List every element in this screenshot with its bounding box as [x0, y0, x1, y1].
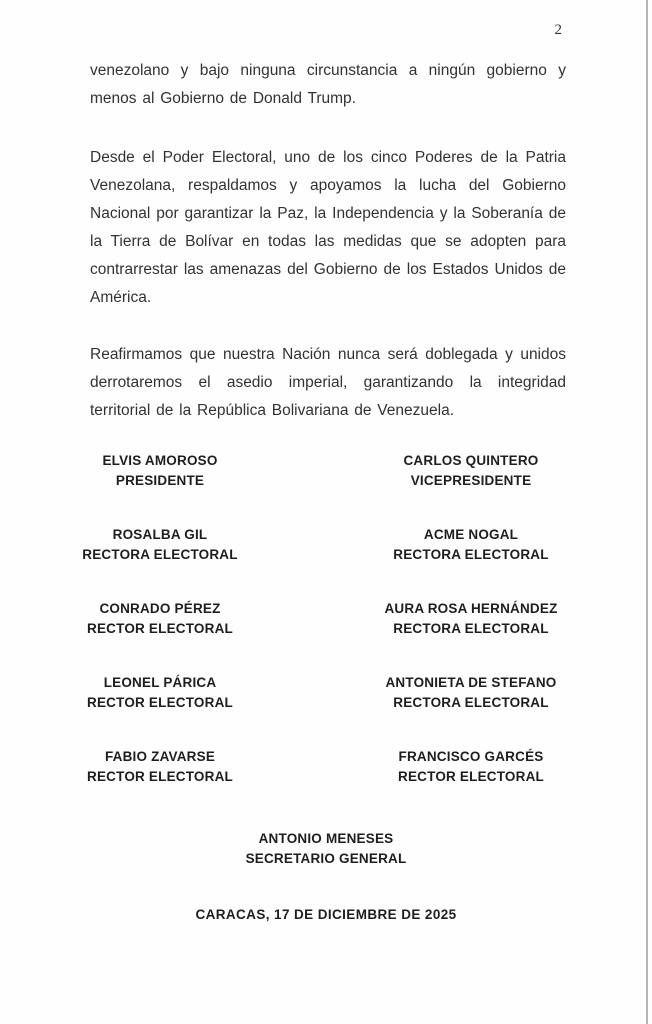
page-number: 2 — [554, 22, 562, 38]
signature-cell-rector — [320, 747, 622, 787]
signature-title: RECTORA ELECTORAL — [82, 547, 238, 562]
signature-name: FABIO ZAVARSE — [104, 749, 216, 764]
page-edge-divider — [646, 0, 648, 1024]
signature-row — [0, 673, 652, 713]
signature-row — [0, 525, 652, 565]
signature-title: VICEPRESIDENTE — [410, 473, 532, 488]
signature-cell-rector — [320, 673, 622, 713]
signature-title: RECTOR ELECTORAL — [398, 769, 544, 784]
signature-name: LEONEL PÁRICA — [103, 675, 217, 690]
signature-name: CONRADO PÉREZ — [99, 601, 221, 616]
dateline: CARACAS, 17 DE DICIEMBRE DE 2025 — [195, 907, 457, 922]
signature-title: RECTORA ELECTORAL — [393, 547, 549, 562]
signature-name: ROSALBA GIL — [112, 527, 208, 542]
body-paragraph-2: Desde el Poder Electoral, uno de los cinco Poderes de la Patria Venezolana, respaldamos y apoyamos la lucha del Gobierno Nacional por garantizar la Paz, la Independencia y la Soberanía de la Tierra de Bolívar en todas las medidas que se adopten para contrarrestar las amenazas del Gobierno de los Estados Unidos de América. — [90, 149, 566, 306]
signature-cell-president — [0, 451, 320, 491]
signature-title: RECTORA ELECTORAL — [393, 621, 549, 636]
signature-cell-rector — [320, 599, 622, 639]
signature-name: ELVIS AMOROSO — [102, 453, 218, 468]
signature-cell-rector — [0, 673, 320, 713]
body-paragraph-3: Reafirmamos que nuestra Nación nunca será doblegada y unidos derrotaremos el asedio imperial, garantizando la integridad territorial de la República Bolivariana de Venezuela. — [90, 346, 566, 419]
signature-name: FRANCISCO GARCÉS — [398, 749, 544, 764]
signature-row — [0, 451, 652, 491]
signature-title: RECTOR ELECTORAL — [87, 695, 233, 710]
signature-block — [0, 451, 652, 869]
signature-title: SECRETARIO GENERAL — [245, 851, 407, 866]
signature-name: CARLOS QUINTERO — [403, 453, 539, 468]
signature-cell-secretary — [0, 829, 652, 869]
signature-name: AURA ROSA HERNÁNDEZ — [384, 601, 558, 616]
signature-cell-rector — [0, 747, 320, 787]
body-paragraph-1: venezolano y bajo ninguna circunstancia a ningún gobierno y menos al Gobierno de Donald Trump. — [90, 62, 566, 107]
signature-title: RECTOR ELECTORAL — [87, 621, 233, 636]
signature-title: RECTORA ELECTORAL — [393, 695, 549, 710]
signature-row — [0, 747, 652, 787]
signature-cell-rector — [0, 599, 320, 639]
signature-name: ACME NOGAL — [423, 527, 519, 542]
signature-title: PRESIDENTE — [115, 473, 205, 488]
signature-cell-vicepresident — [320, 451, 622, 491]
signature-cell-rector — [0, 525, 320, 565]
signature-cell-rector — [320, 525, 622, 565]
signature-name: ANTONIO MENESES — [258, 831, 394, 846]
signature-row — [0, 599, 652, 639]
signature-name: ANTONIETA DE STEFANO — [385, 675, 557, 690]
signature-title: RECTOR ELECTORAL — [87, 769, 233, 784]
